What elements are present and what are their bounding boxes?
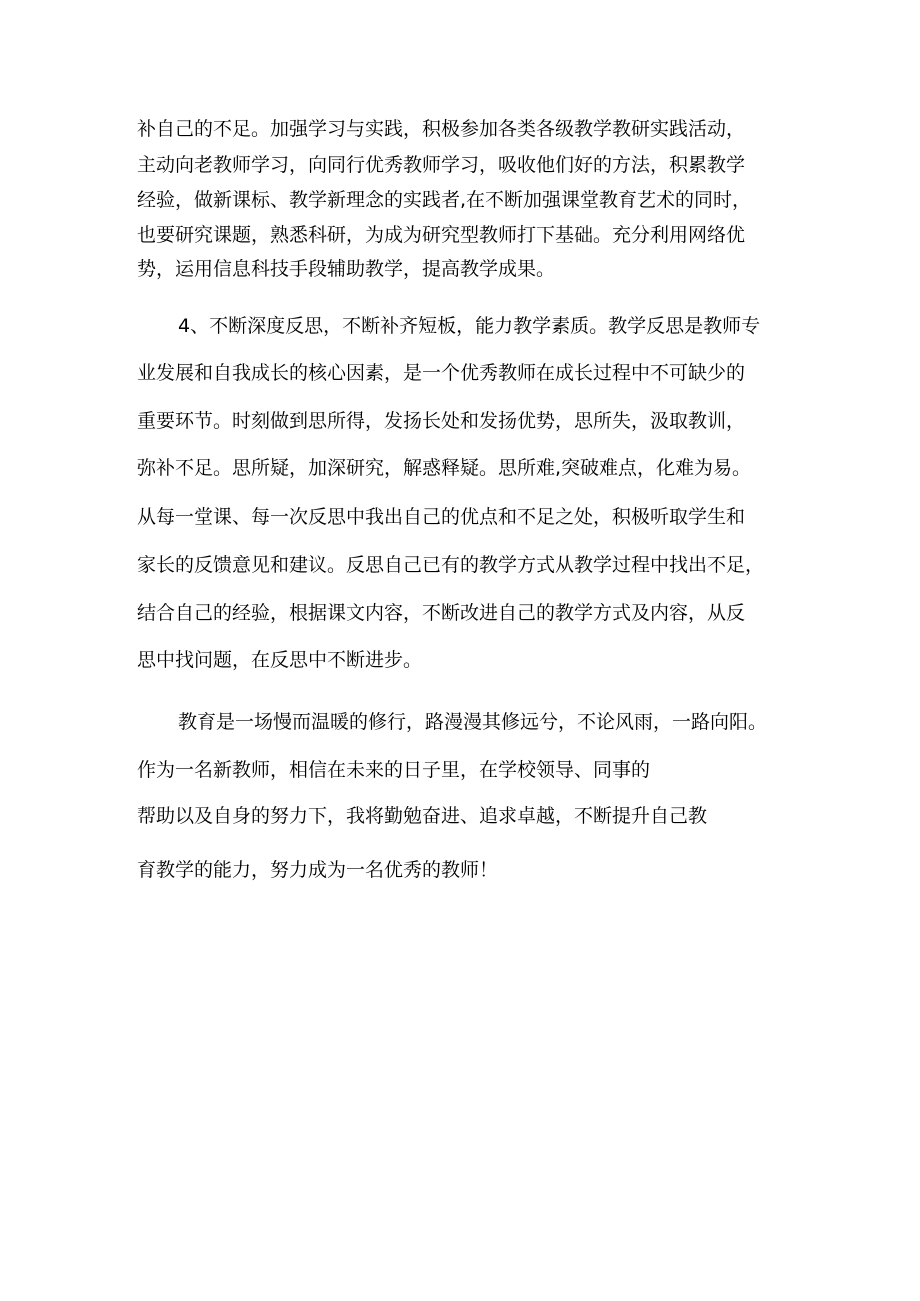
paragraph-1-line-1: 补自己的不足。加强学习与实践，积极参加各类各级教学教研实践活动， xyxy=(137,118,746,140)
paragraph-1-line-3: 经验，做新课标、教学新理念的实践者,在不断加强课堂教育艺术的同时， xyxy=(137,189,752,211)
paragraph-2-line-5: 从每一堂课、每一次反思中我出自己的优点和不足之处，积极听取学生和 xyxy=(137,506,746,528)
paragraph-2-line-7: 结合自己的经验，根据课文内容，不断改进自己的教学方式及内容，从反 xyxy=(137,602,746,624)
paragraph-2-line-2: 业发展和自我成长的核心因素，是一个优秀教师在成长过程中不可缺少的 xyxy=(137,362,746,384)
paragraph-2-line-1: 4、不断深度反思，不断补齐短板，能力教学素质。教学反思是教师专 xyxy=(178,315,761,337)
paragraph-1-line-2: 主动向老教师学习，向同行优秀教师学习，吸收他们好的方法，积累教学 xyxy=(137,154,746,176)
paragraph-2-line-6: 家长的反馈意见和建议。反思自己已有的教学方式从教学过程中找出不足， xyxy=(137,554,765,576)
paragraph-3-line-3: 帮助以及自身的努力下，我将勤勉奋进、追求卓越，不断提升自己教 xyxy=(137,805,708,827)
paragraph-2-line-8: 思中找问题，在反思中不断进步。 xyxy=(137,649,423,671)
paragraph-3-line-2: 作为一名新教师，相信在未来的日子里，在学校领导、同事的 xyxy=(137,759,651,781)
paragraph-1-line-5: 势，运用信息科技手段辅助教学，提高教学成果。 xyxy=(137,258,556,280)
paragraph-1-line-4: 也要研究课题，熟悉科研，为成为研究型教师打下基础。充分利用网络优 xyxy=(137,224,746,246)
paragraph-2-line-3: 重要环节。时刻做到思所得，发扬长处和发扬优势，思所失，汲取教训， xyxy=(137,410,746,432)
paragraph-2-line-4: 弥补不足。思所疑，加深研究，解惑释疑。思所难,突破难点，化难为易。 xyxy=(137,457,752,479)
paragraph-3-line-1: 教育是一场慢而温暖的修行，路漫漫其修远兮，不论风雨，一路向阳。 xyxy=(178,711,768,733)
paragraph-3-line-4: 育教学的能力，努力成为一名优秀的教师！ xyxy=(137,859,499,881)
